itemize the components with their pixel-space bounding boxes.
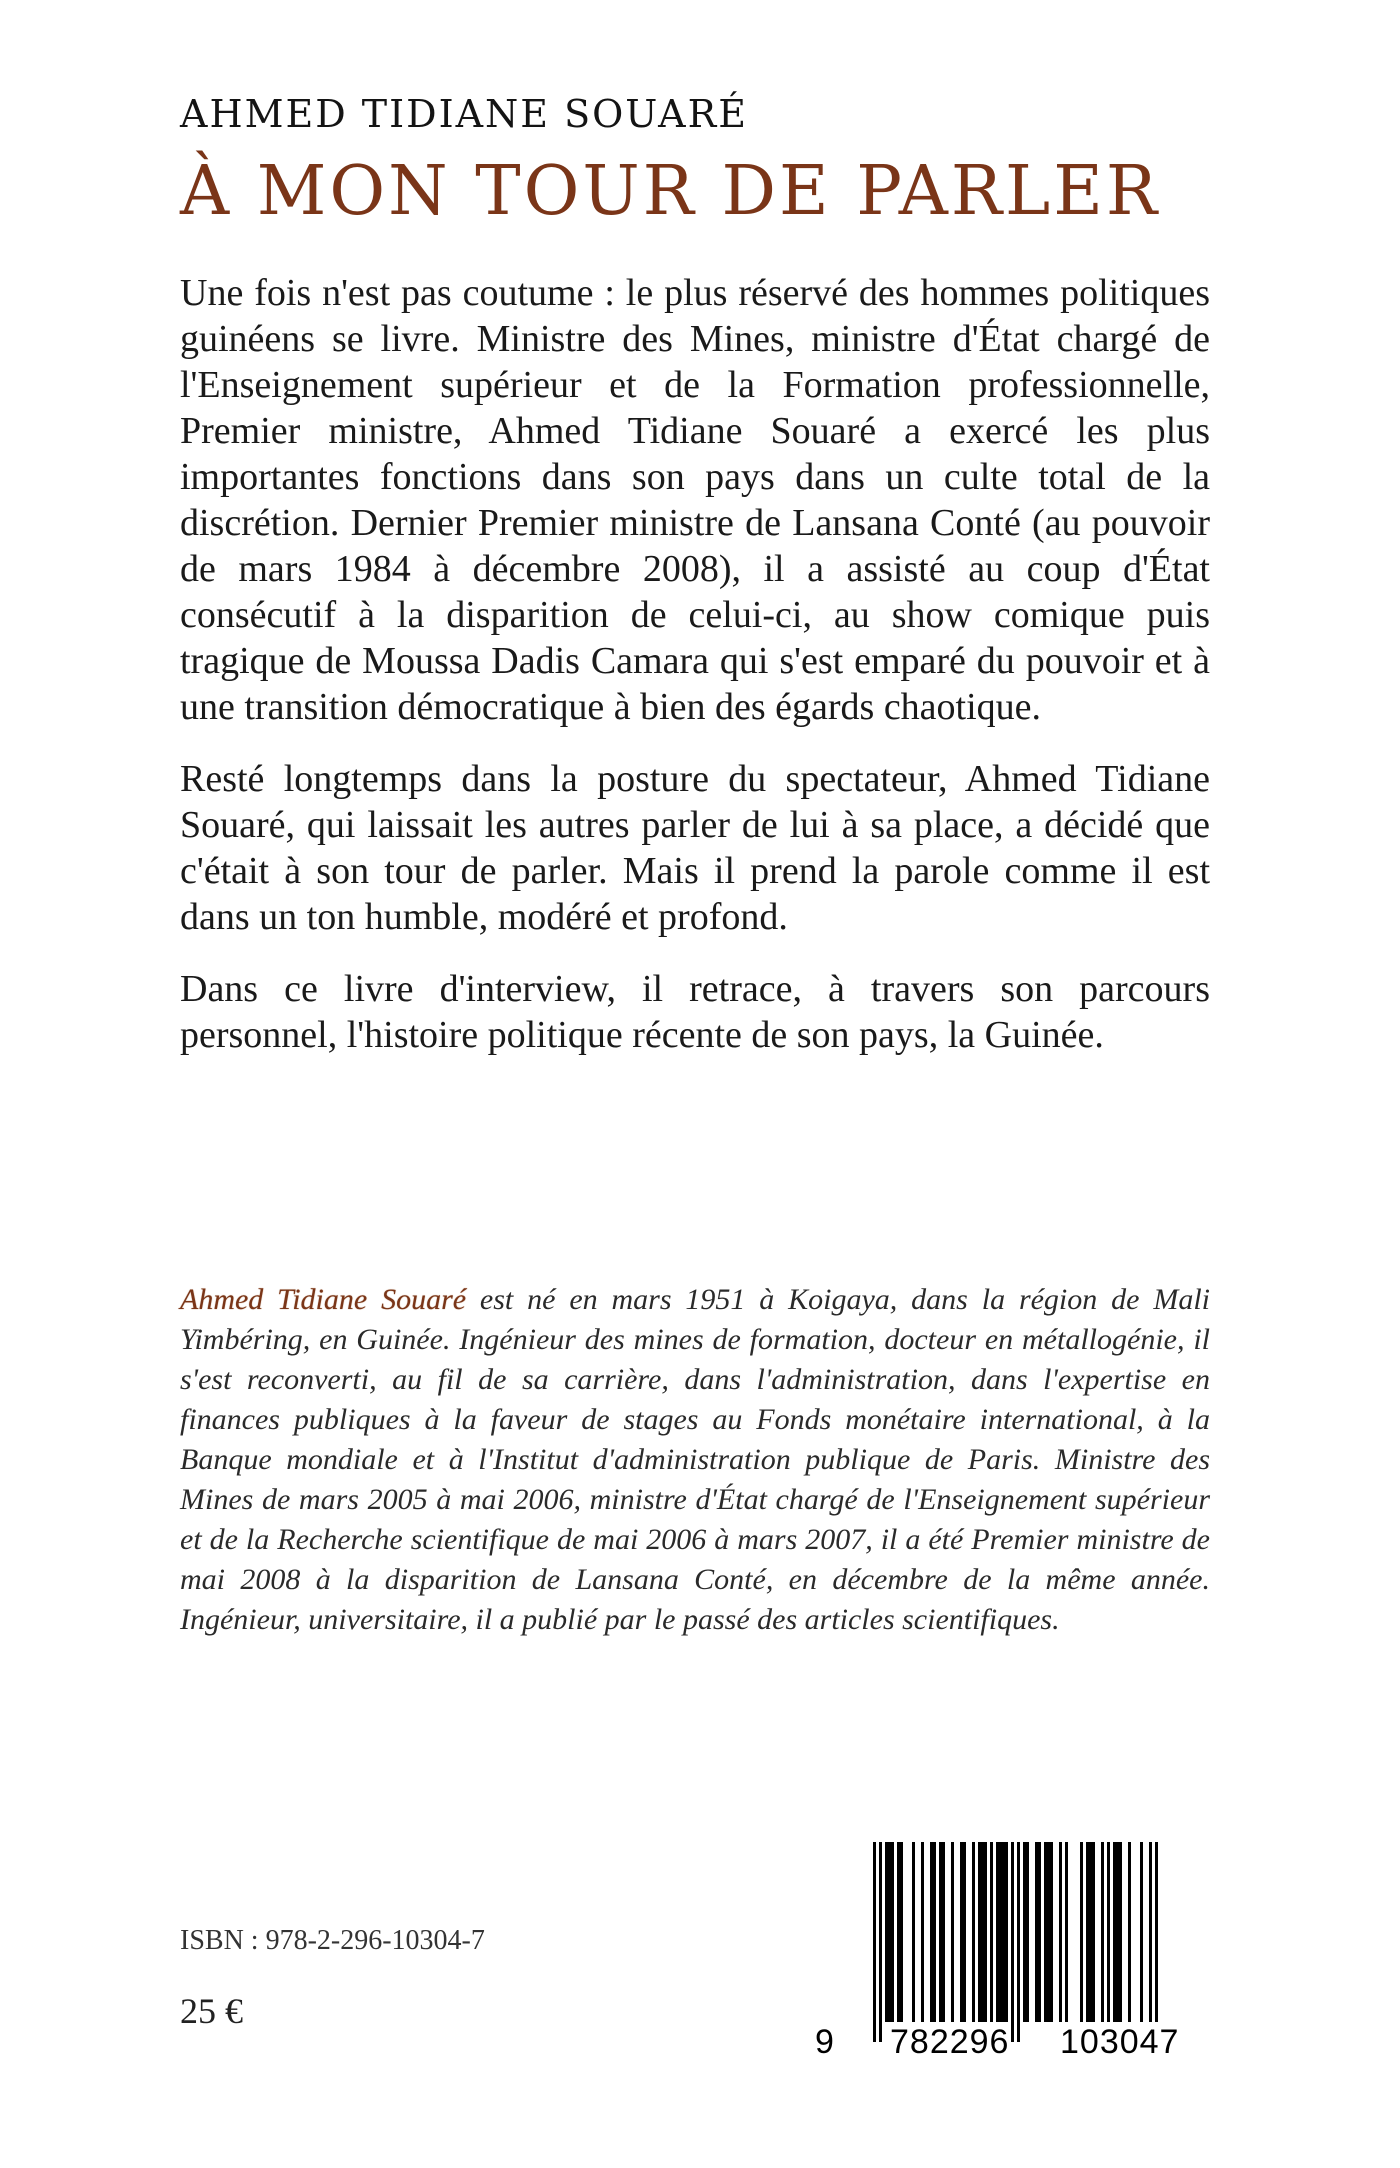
- barcode-bar: [1155, 1842, 1158, 2042]
- barcode-bar: [930, 1842, 933, 2022]
- barcode-bar: [1002, 1842, 1005, 2022]
- barcode-bar: [942, 1842, 945, 2022]
- barcode: [815, 1842, 1215, 2062]
- barcode-bar: [1044, 1842, 1047, 2022]
- barcode-bar: [1086, 1842, 1089, 2022]
- barcode-bar: [1113, 1842, 1116, 2022]
- barcode-bar: [972, 1842, 975, 2022]
- barcode-bar: [900, 1842, 903, 2022]
- barcode-bar: [879, 1842, 882, 2042]
- barcode-bar: [1050, 1842, 1053, 2022]
- barcode-bar: [1119, 1842, 1122, 2022]
- barcode-bar: [981, 1842, 984, 2022]
- barcode-bar: [1035, 1842, 1038, 2022]
- barcode-bar: [999, 1842, 1002, 2022]
- barcode-bar: [1101, 1842, 1104, 2022]
- barcode-bar: [1005, 1842, 1008, 2022]
- summary-block: [180, 270, 1210, 1084]
- book-title: À MON TOUR DE PARLER: [180, 152, 1161, 231]
- barcode-bar: [1107, 1842, 1110, 2022]
- barcode-bar: [888, 1842, 891, 2022]
- barcode-bar: [996, 1842, 999, 2022]
- barcode-bars: [815, 1842, 1215, 2042]
- barcode-digit-first: 9: [815, 2023, 834, 2061]
- barcode-bar: [897, 1842, 900, 2022]
- barcode-bar: [1140, 1842, 1143, 2022]
- barcode-bar: [1080, 1842, 1083, 2022]
- barcode-bar: [960, 1842, 963, 2022]
- barcode-bar: [1149, 1842, 1152, 2042]
- barcode-bar: [951, 1842, 954, 2022]
- summary-paragraph: Une fois n'est pas coutume : le plus réservé des hommes politiques guinéens se livre. Ministre des Mines, ministre d'État chargé de l'Enseignement supérieur et de la Formation professionnelle, Premier ministre, Ahmed Tidiane Souaré a exercé les plus importantes fonctions dans son pays dans un culte total de la discrétion. Dernier Premier ministre de Lansana Conté (au pouvoir de mars 1984 à décembre 2008), il a assisté au coup d'État consécutif à la disparition de celui-ci, au show comique puis tragique de Moussa Dadis Camara qui s'est emparé du pouvoir et à une transition démocratique à bien des égards chaotique.: [180, 272, 1210, 728]
- barcode-bar: [885, 1842, 888, 2022]
- barcode-bar: [963, 1842, 966, 2022]
- barcode-bar: [984, 1842, 987, 2022]
- summary-paragraph: Dans ce livre d'interview, il retrace, à travers son parcours personnel, l'histoire politique récente de son pays, la Guinée.: [180, 968, 1210, 1056]
- barcode-bar: [1011, 1842, 1014, 2042]
- barcode-bar: [1023, 1842, 1026, 2022]
- isbn-label: ISBN : 978-2-296-10304-7: [180, 1925, 485, 1956]
- barcode-bar: [1116, 1842, 1119, 2022]
- barcode-bar: [1092, 1842, 1095, 2022]
- bio-author-name: Ahmed Tidiane Souaré: [180, 1283, 467, 1316]
- author-bio: [180, 1280, 1210, 1640]
- barcode-bar: [978, 1842, 981, 2022]
- barcode-bar: [1047, 1842, 1050, 2022]
- barcode-bar: [1017, 1842, 1020, 2042]
- summary-paragraph: Resté longtemps dans la posture du spectateur, Ahmed Tidiane Souaré, qui laissait les autres parler de lui à sa place, a décidé que c'était à son tour de parler. Mais il prend la parole comme il est dans un ton humble, modéré et profond.: [180, 758, 1210, 938]
- barcode-bar: [921, 1842, 924, 2022]
- price-label: 25 €: [180, 1991, 243, 2031]
- bio-text: est né en mars 1951 à Koigaya, dans la région de Mali Yimbéring, en Guinée. Ingénieur des mines de formation, docteur en métallogénie, il s'est reconverti, au fil de sa carrière, dans l'administration, dans l'expertise en finances publiques à la faveur de stages au Fonds monétaire international, à la Banque mondiale et à l'Institut d'administration publique de Paris. Ministre des Mines de mars 2005 à mai 2006, ministre d'État chargé de l'Enseignement supérieur et de la Recherche scientifique de mai 2006 à mars 2007, il a été Premier ministre de mai 2008 à la disparition de Lansana Conté, en décembre de la même année. Ingénieur, universitaire, il a publié par le passé des articles scientifiques.: [180, 1283, 1210, 1636]
- barcode-bar: [891, 1842, 894, 2022]
- barcode-bar: [1089, 1842, 1092, 2022]
- barcode-bar: [912, 1842, 915, 2022]
- author-heading: AHMED TIDIANE SOUARÉ: [180, 92, 748, 136]
- barcode-bar: [1059, 1842, 1062, 2022]
- barcode-bar: [990, 1842, 993, 2022]
- barcode-bar: [1128, 1842, 1131, 2022]
- barcode-digits-left: 782296: [890, 2023, 1010, 2061]
- barcode-digits-right: 103047: [1060, 2023, 1180, 2061]
- barcode-digits: [815, 2022, 1215, 2062]
- barcode-bar: [1038, 1842, 1041, 2022]
- barcode-bar: [933, 1842, 936, 2022]
- barcode-bar: [1026, 1842, 1029, 2022]
- barcode-bar: [939, 1842, 942, 2022]
- barcode-bar: [873, 1842, 876, 2042]
- barcode-bar: [1065, 1842, 1068, 2022]
